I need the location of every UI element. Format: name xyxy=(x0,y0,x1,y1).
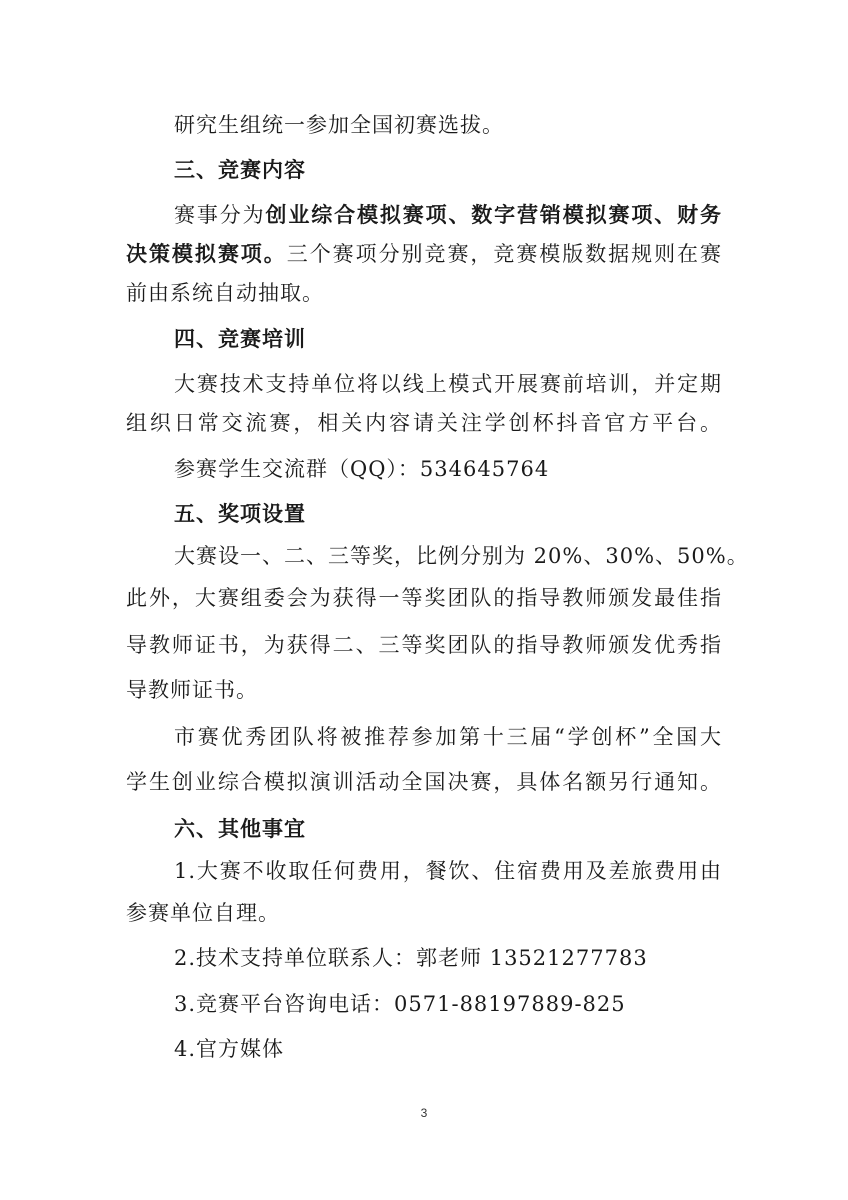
contact-person-line: 2.技术支持单位联系人：郭老师 13521277783 xyxy=(174,946,648,970)
text-line: 学生创业综合模拟演训活动全国决赛，具体名额另行通知。 xyxy=(126,770,722,794)
text-line: 1.大赛不收取任何费用，餐饮、住宿费用及差旅费用由 xyxy=(174,859,722,883)
section-heading-awards: 五、奖项设置 xyxy=(174,502,306,526)
text-line: 前由系统自动抽取。 xyxy=(126,281,324,305)
text-line: 组织日常交流赛，相关内容请关注学创杯抖音官方平台。 xyxy=(126,411,722,435)
text-line: 大赛技术支持单位将以线上模式开展赛前培训，并定期 xyxy=(174,372,722,396)
official-media-line: 4.官方媒体 xyxy=(174,1037,285,1061)
text-line: 参赛单位自理。 xyxy=(126,901,280,925)
section-heading-other-matters: 六、其他事宜 xyxy=(174,817,306,841)
text-span: 三个赛项分别竞赛，竞赛模版数据规则在赛 xyxy=(286,242,723,266)
consult-phone-line: 3.竞赛平台咨询电话：0571-88197889-825 xyxy=(174,992,626,1016)
text-line: 大赛设一、二、三等奖，比例分别为 20%、30%、50%。 xyxy=(174,544,749,568)
bold-text-span: 决策模拟赛项。 xyxy=(126,242,287,266)
text-line: 研究生组统一参加全国初赛选拔。 xyxy=(174,113,504,137)
text-line: 此外，大赛组委会为获得一等奖团队的指导教师颁发最佳指 xyxy=(126,586,722,610)
text-line xyxy=(174,200,722,230)
text-span: 赛事分为 xyxy=(174,203,266,227)
section-heading-contest-content: 三、竞赛内容 xyxy=(174,158,306,182)
page-number: 3 xyxy=(420,1106,428,1120)
text-line: 导教师证书，为获得二、三等奖团队的指导教师颁发优秀指 xyxy=(126,633,722,657)
qq-group-line: 参赛学生交流群（QQ）：534645764 xyxy=(174,457,550,481)
bold-text-span: 创业综合模拟赛项、数字营销模拟赛项、财务 xyxy=(265,203,723,227)
text-line xyxy=(126,239,722,269)
section-heading-training: 四、竞赛培训 xyxy=(174,327,306,351)
text-line: 导教师证书。 xyxy=(126,678,258,702)
text-line: 市赛优秀团队将被推荐参加第十三届“学创杯”全国大 xyxy=(174,725,722,749)
